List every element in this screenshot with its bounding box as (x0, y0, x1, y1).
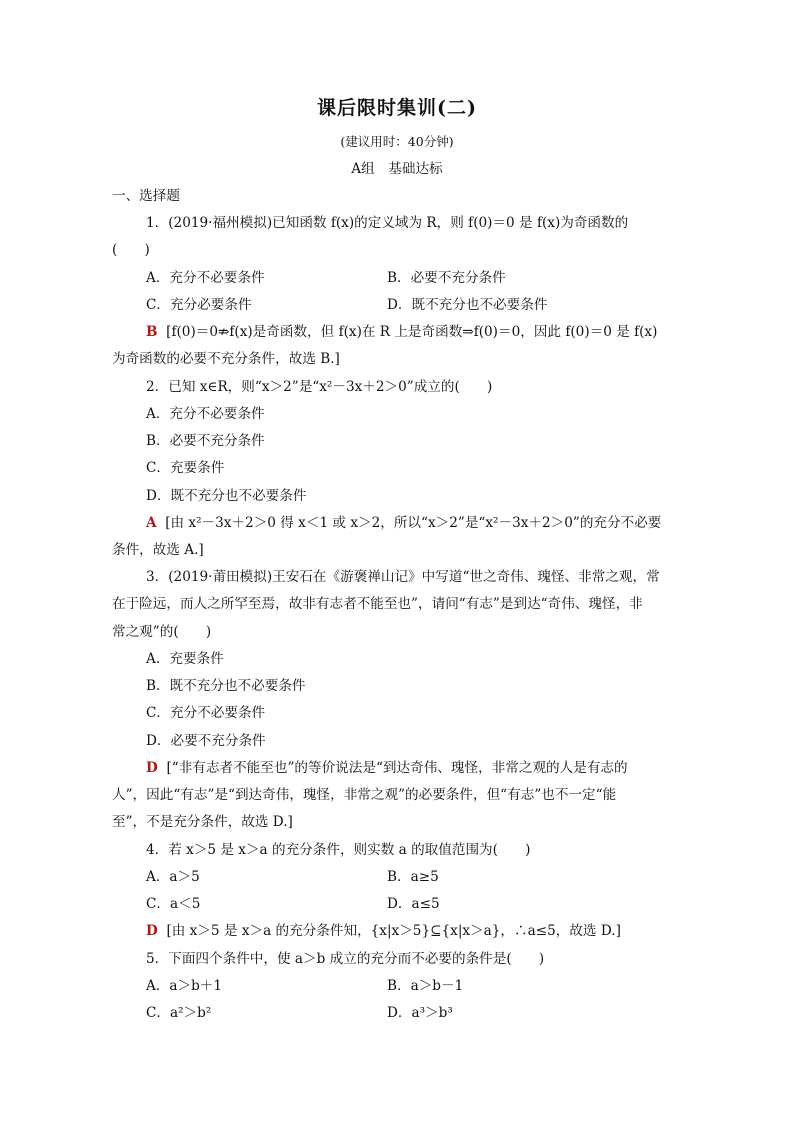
q1-explanation-line1 (146, 322, 657, 342)
q4-option-d: D．a≤5 (387, 896, 440, 912)
q3-option-d: D．必要不充分条件 (146, 733, 266, 749)
q2-option-a: A．充分不必要条件 (146, 406, 265, 422)
page-subtitle: (建议用时：40分钟) (340, 134, 454, 149)
q5-option-a: A．a＞b＋1 (146, 978, 223, 994)
q3-stem-line3: 常之观”的( ) (112, 624, 212, 640)
q4-explanation-text: [由 x＞5 是 x＞a 的充分条件知，{x|x＞5}⊆{x|x＞a}，∴a≤5，故选 D.] (166, 923, 621, 939)
q5-stem: 5．下面四个条件中，使 a＞b 成立的充分而不必要的条件是( ) (146, 951, 545, 967)
q4-answer: D (146, 923, 158, 939)
q2-stem: 2．已知 x∈R，则“x＞2”是“x²－3x＋2＞0”成立的( ) (146, 379, 493, 395)
q4-explanation (146, 921, 621, 941)
q1-stem-line1: 1．(2019·福州模拟)已知函数 f(x)的定义域为 R，则 f(0)＝0 是 f(x)为奇函数的 (146, 215, 629, 231)
q1-explanation-line2: 为奇函数的必要不充分条件，故选 B.] (112, 351, 340, 367)
q5-option-c: C．a²＞b² (146, 1005, 212, 1021)
q4-option-c: C．a＜5 (146, 896, 201, 912)
q3-stem-line2: 在于险远，而人之所罕至焉，故非有志者不能至也”，请问“有志”是到达“奇伟、瑰怪，非 (112, 596, 643, 612)
q1-option-c: C．充分必要条件 (146, 297, 252, 313)
q2-answer: A (146, 515, 157, 531)
q1-explanation-text: [f(0)＝0⇏f(x)是奇函数，但 f(x)在 R 上是奇函数⇒f(0)＝0，因此 f(0)＝0 是 f(x) (166, 324, 658, 340)
page-title: 课后限时集训(二) (317, 97, 477, 119)
q2-option-b: B．必要不充分条件 (146, 433, 265, 449)
q4-stem: 4．若 x＞5 是 x＞a 的充分条件，则实数 a 的取值范围为( ) (146, 842, 531, 858)
q1-stem-line2: ( ) (112, 242, 150, 258)
q3-option-c: C．充分不必要条件 (146, 705, 266, 721)
q2-option-c: C．充要条件 (146, 460, 225, 476)
q2-explanation-line1 (146, 513, 661, 533)
q1-option-a: A．充分不必要条件 (146, 270, 265, 286)
q2-explanation-text: [由 x²－3x＋2＞0 得 x＜1 或 x＞2，所以“x＞2”是“x²－3x＋2＞0”的充分不必要 (165, 515, 662, 531)
q1-option-b: B．必要不充分条件 (387, 270, 506, 286)
q1-option-d: D．既不充分也不必要条件 (387, 297, 548, 313)
q2-option-d: D．既不充分也不必要条件 (146, 488, 307, 504)
q5-option-b: B．a＞b－1 (387, 978, 464, 994)
q5-option-d: D．a³＞b³ (387, 1005, 453, 1021)
q3-explanation-line3: 至”，不是充分条件，故选 D.] (112, 814, 293, 830)
q2-explanation-line2: 条件，故选 A.] (112, 542, 204, 558)
q3-stem-line1: 3．(2019·莆田模拟)王安石在《游褒禅山记》中写道“世之奇伟、瑰怪、非常之观，常 (146, 569, 660, 585)
section-heading: 一、选择题 (112, 188, 180, 204)
group-heading: A组 基础达标 (351, 161, 443, 177)
q3-answer: D (146, 760, 158, 776)
q3-option-b: B．既不充分也不必要条件 (146, 678, 306, 694)
q4-option-b: B．a≥5 (387, 869, 439, 885)
q3-option-a: A．充要条件 (146, 651, 224, 667)
q3-explanation-text: [“非有志者不能至也”的等价说法是“到达奇伟、瑰怪，非常之观的人是有志的 (166, 760, 628, 776)
q4-option-a: A．a＞5 (146, 869, 200, 885)
q3-explanation-line2: 人”，因此“有志”是“到达奇伟，瑰怪，非常之观”的必要条件，但“有志”也不一定“能 (112, 787, 617, 803)
q3-explanation-line1 (146, 758, 628, 778)
q1-answer: B (146, 324, 158, 340)
